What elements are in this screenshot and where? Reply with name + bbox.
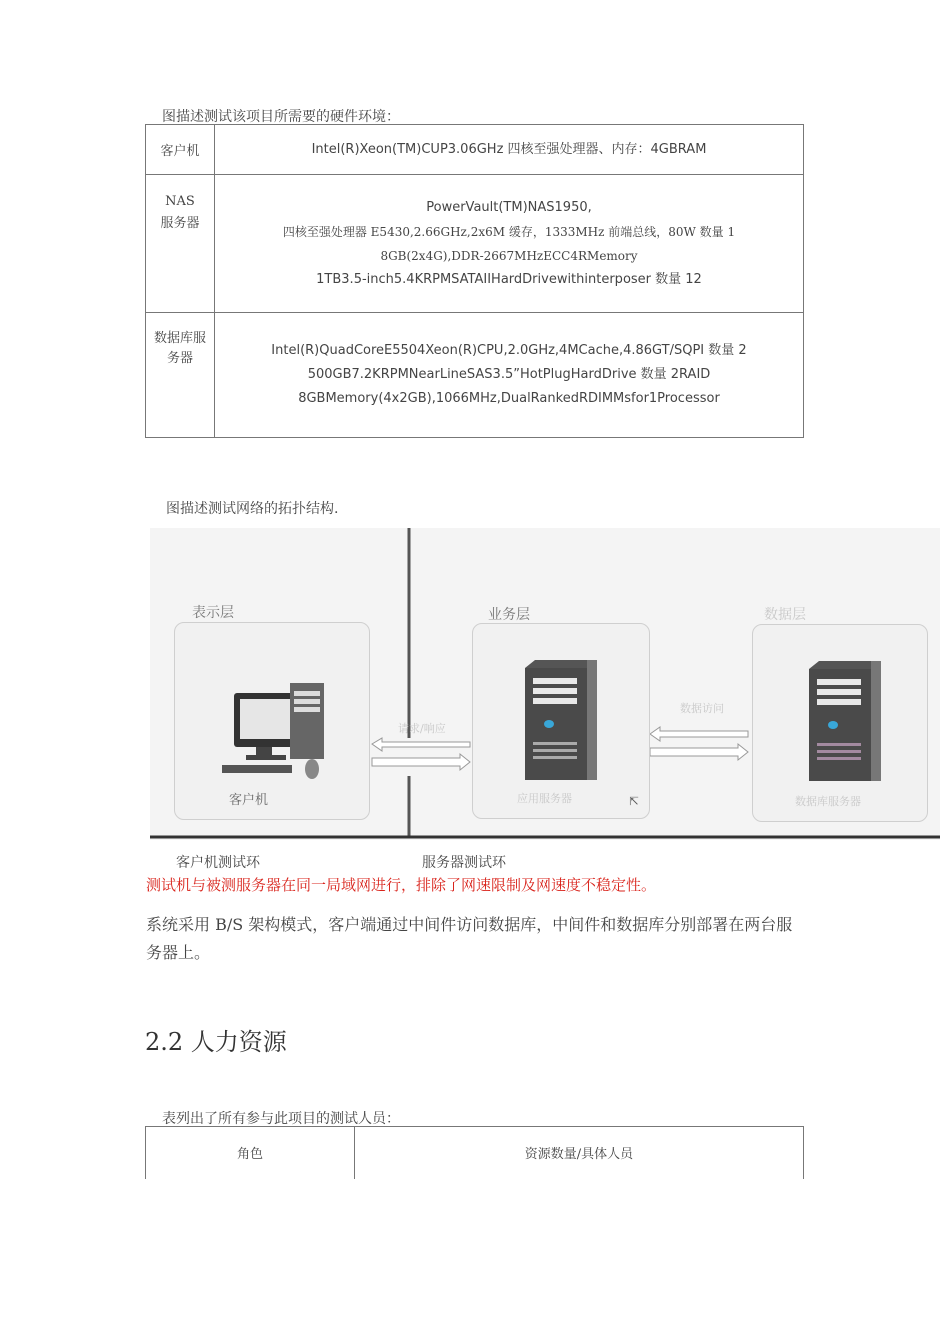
arrow-label-right: 数据访问 bbox=[680, 702, 724, 715]
client-env-label: 客户机测试环 bbox=[176, 855, 260, 871]
table-row bbox=[146, 313, 804, 438]
network-note: 测试机与被测服务器在同一局域网进行，排除了网速限制及网速度不稳定性。 bbox=[146, 876, 657, 894]
table-row bbox=[146, 175, 804, 313]
layer-title-business: 业务层 bbox=[488, 607, 530, 623]
client-label: 客户机 bbox=[229, 793, 269, 808]
architecture-paragraph: 系统采用 B/S 架构模式，客户端通过中间件访问数据库，中间件和数据库分别部署在两台服务器上。 bbox=[146, 915, 793, 962]
row-label bbox=[146, 313, 215, 438]
application-server-icon bbox=[525, 660, 605, 782]
network-topology-diagram bbox=[150, 528, 940, 840]
header-role: 角色 bbox=[146, 1127, 355, 1179]
detail-line: PowerVault(TM)NAS1950, bbox=[426, 199, 592, 215]
presentation-layer-box bbox=[174, 622, 370, 820]
hardware-caption: 图描述测试该项目所需要的硬件环境： bbox=[162, 109, 400, 125]
row-label: 客户机 bbox=[146, 125, 215, 175]
detail-line: 8GB(2x4G),DDR-2667MHzECC4RMemory bbox=[380, 248, 638, 263]
personnel-caption: 表列出了所有参与此项目的测试人员： bbox=[162, 1111, 400, 1127]
row-detail bbox=[215, 125, 804, 175]
row-detail bbox=[215, 313, 804, 438]
cursor-icon: ⇱ bbox=[629, 794, 640, 808]
table-row bbox=[146, 125, 804, 175]
network-caption: 图描述测试网络的拓扑结构. bbox=[166, 501, 339, 517]
row-label-text: 数据库服务器 bbox=[153, 331, 206, 366]
business-layer-box bbox=[472, 623, 650, 819]
section-heading: 2.2 人力资源 bbox=[145, 1028, 287, 1056]
row-label bbox=[146, 175, 215, 313]
desktop-computer-icon bbox=[220, 679, 340, 789]
db-server-label: 数据库服务器 bbox=[795, 795, 861, 808]
data-layer-box bbox=[752, 624, 928, 822]
layer-title-presentation: 表示层 bbox=[192, 605, 234, 621]
hardware-table bbox=[145, 124, 804, 438]
row-detail bbox=[215, 175, 804, 313]
header-resources: 资源数量/具体人员 bbox=[355, 1127, 804, 1179]
layer-title-data: 数据层 bbox=[764, 607, 806, 623]
server-env-label: 服务器测试环 bbox=[422, 855, 506, 871]
personnel-table bbox=[145, 1126, 804, 1179]
row-label-text: NAS 服务器 bbox=[160, 194, 200, 231]
detail-line: Intel(R)QuadCoreE5504Xeon(R)CPU,2.0GHz,4MCache,4.86GT/SQPI 数量 2 bbox=[271, 343, 747, 358]
detail-line: 500GB7.2KRPMNearLineSAS3.5”HotPlugHardDrive 数量 2RAID bbox=[307, 367, 711, 382]
database-server-icon bbox=[809, 661, 889, 783]
detail-line: 1TB3.5-inch5.4KRPMSATAIIHardDrivewithinterposer 数量 12 bbox=[316, 271, 702, 287]
arrow-label-left: 请求/响应 bbox=[398, 722, 446, 735]
app-server-label: 应用服务器 bbox=[517, 792, 572, 805]
detail-line: 四核至强处理器 E5430,2.66GHz,2x6M 缓存，1333MHz 前端总线，80W 数量 1 bbox=[282, 224, 736, 239]
detail-line: 8GBMemory(4x2GB),1066MHz,DualRankedRDIMMsfor1Processor bbox=[298, 391, 720, 406]
detail-line: Intel(R)Xeon(TM)CUP3.06GHz 四核至强处理器、内存：4GBRAM bbox=[311, 141, 707, 157]
table-row bbox=[146, 1127, 804, 1179]
